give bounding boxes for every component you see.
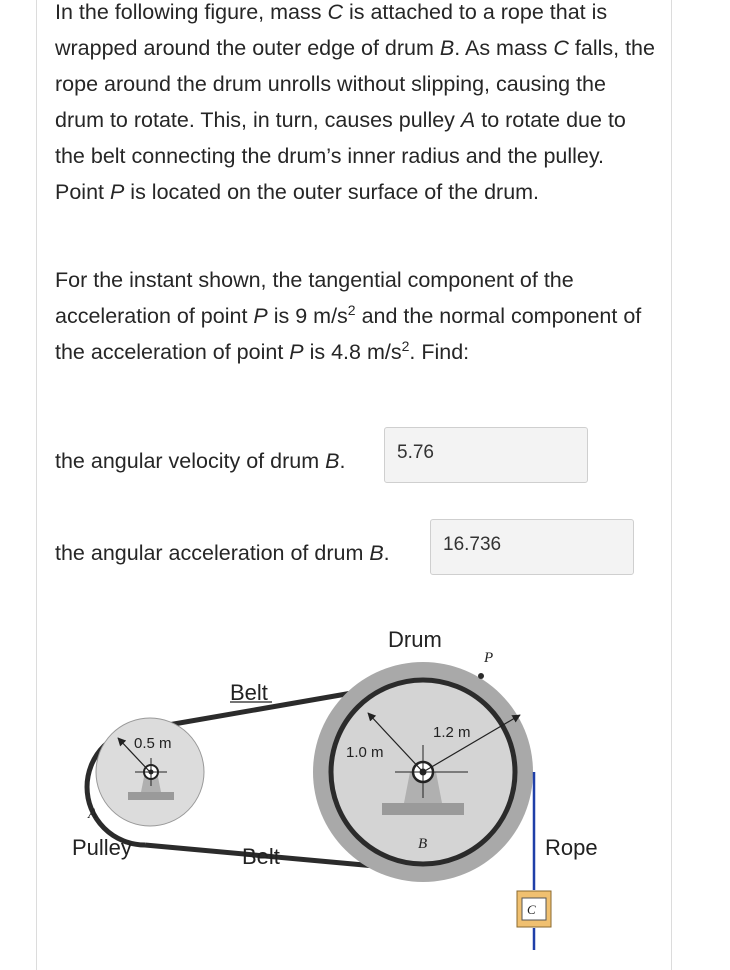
problem-paragraph-2: For the instant shown, the tangential component of the acceleration of point P is 9 $m/s^2$ and the normal component of the acceleration of point P is 4.8 $m/s^2$. Find: <box>55 268 642 364</box>
pulley-radius-label: 0.5 m <box>134 735 172 752</box>
point-p-marker <box>478 673 484 679</box>
point-p-label: P <box>484 650 494 666</box>
drum-label: Drum <box>388 627 442 652</box>
answer-field-angular-velocity[interactable]: 5.76 <box>384 427 588 483</box>
belt-bottom-label: Belt <box>242 844 280 869</box>
pulley-label: Pulley <box>72 835 132 860</box>
belt-top-label: Belt <box>230 680 268 705</box>
rope-label: Rope <box>545 835 598 860</box>
inner-radius-label: 1.0 m <box>346 744 384 761</box>
answer-field-angular-acceleration[interactable]: 16.736 <box>430 519 634 575</box>
mass-c-label: C <box>527 902 536 917</box>
point-b-label: B <box>418 836 428 852</box>
question-angular-acceleration: the angular acceleration of drum B. <box>55 541 390 565</box>
problem-paragraph-1: In the following figure, mass C is attached to a rope that is wrapped around the outer edge of drum B. As mass C falls, the rope around the drum unrolls without slipping, causing the drum to rotate. This, in turn, causes pulley A to rotate due to the belt connecting the drum’s inner radius and the pulley. Point P is located on the outer surface of the drum. <box>55 0 655 204</box>
drum-pulley-figure <box>0 600 730 950</box>
point-a-label: A <box>88 806 98 822</box>
question-angular-velocity: the angular velocity of drum B. <box>55 449 346 473</box>
outer-radius-label: 1.2 m <box>433 724 471 741</box>
